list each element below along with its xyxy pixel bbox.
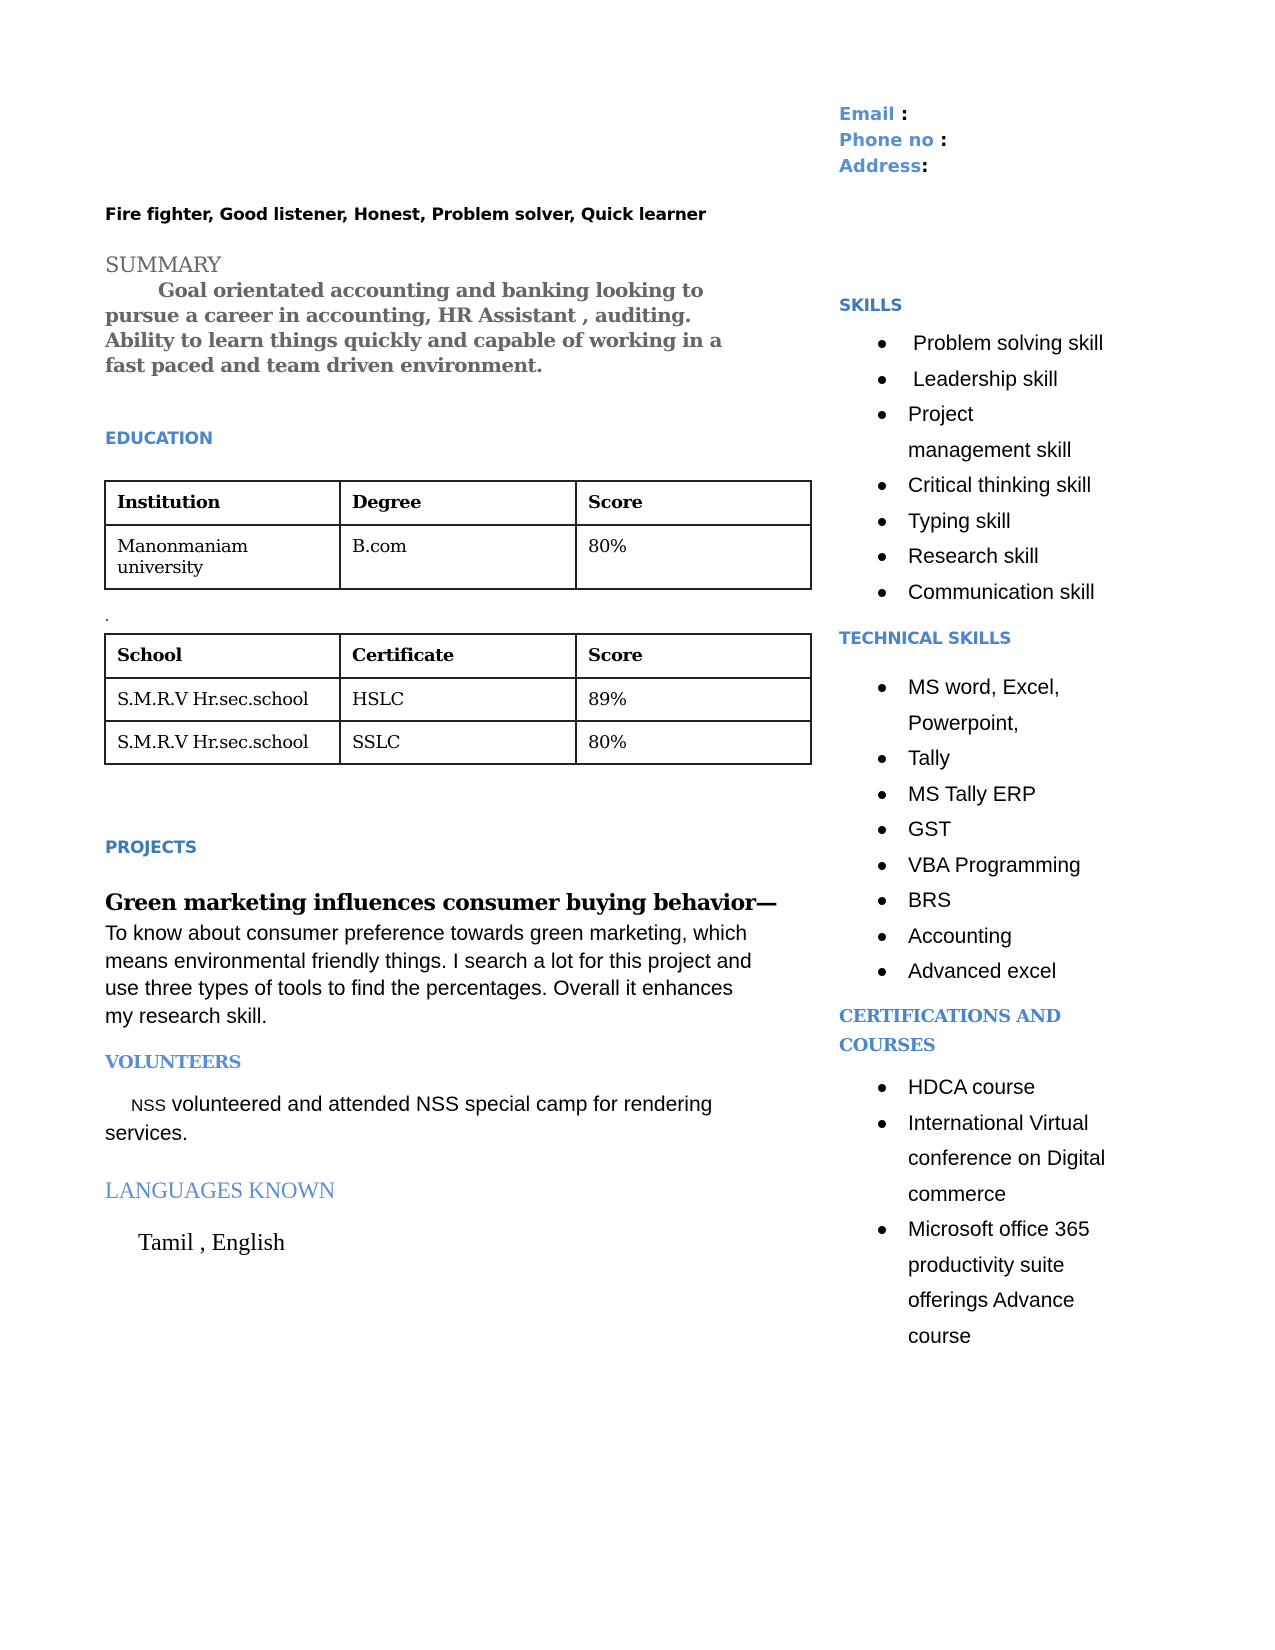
volunteers-text: NSS volunteered and attended NSS special camp for rendering services. xyxy=(105,1093,713,1145)
cell-certificate: SSLC xyxy=(340,721,576,764)
cell-score: 80% xyxy=(576,721,811,764)
header-score: Score xyxy=(576,634,811,678)
cell-school: S.M.R.V Hr.sec.school xyxy=(105,678,340,721)
list-item: BRS xyxy=(908,889,952,912)
cell-school: S.M.R.V Hr.sec.school xyxy=(105,721,340,764)
list-item: Tally xyxy=(908,747,951,770)
list-item: Microsoft office 365 productivity suite offerings Advance course xyxy=(908,1218,1090,1348)
list-item: Communication skill xyxy=(908,580,1095,604)
email-row: Email : xyxy=(839,104,909,125)
header-score: Score xyxy=(576,481,811,525)
address-label: Address xyxy=(839,156,922,177)
table-header-row xyxy=(105,634,811,678)
list-item: Advanced excel xyxy=(908,960,1057,983)
contact-block xyxy=(839,102,947,180)
list-item: MS Tally ERP xyxy=(908,782,1036,806)
traits-line: Fire fighter, Good listener, Honest, Problem solver, Quick learner xyxy=(105,205,706,225)
list-item: VBA Programming xyxy=(908,853,1081,877)
summary-text: Goal orientated accounting and banking looking to pursue a career in accounting, HR Assistant , auditing. Ability to learn things quickly and capable of working in a fast paced and team driven environment. xyxy=(105,278,722,377)
education-heading: EDUCATION xyxy=(105,429,213,449)
skills-list xyxy=(870,326,1130,610)
languages-text: Tamil , English xyxy=(138,1230,285,1256)
summary-heading: SUMMARY xyxy=(105,253,221,277)
list-item: Typing skill xyxy=(908,509,1011,533)
header-institution: Institution xyxy=(105,481,340,525)
cell-institution: Manonmaniam university xyxy=(105,525,340,589)
cell-degree: B.com xyxy=(340,525,576,589)
certifications-list xyxy=(870,1070,1110,1354)
address-row: Address: xyxy=(839,156,929,177)
phone-label: Phone no xyxy=(839,130,934,151)
technical-skills-heading: TECHNICAL SKILLS xyxy=(839,629,1012,649)
certifications-heading: CERTIFICATIONS AND COURSES xyxy=(839,1006,1061,1056)
header-degree: Degree xyxy=(340,481,576,525)
cell-certificate: HSLC xyxy=(340,678,576,721)
project-description: To know about consumer preference towards green marketing, which means environmental friendly things. I search a lot for this project and use three types of tools to find the percentages. Overall it enhances my research skill. xyxy=(105,922,752,1028)
phone-row: Phone no : xyxy=(839,130,948,151)
skills-heading: SKILLS xyxy=(839,296,903,316)
cell-score: 80% xyxy=(576,525,811,589)
list-item: Problem solving skill xyxy=(913,332,1104,355)
list-item: Research skill xyxy=(908,545,1039,568)
list-item: HDCA course xyxy=(908,1076,1036,1099)
list-item: MS word, Excel, Powerpoint, xyxy=(908,676,1060,735)
education-table-school xyxy=(104,633,812,765)
table-row xyxy=(105,678,811,721)
education-table-university xyxy=(104,480,812,590)
list-item: GST xyxy=(908,818,952,841)
email-label: Email xyxy=(839,104,895,125)
projects-heading: PROJECTS xyxy=(105,838,197,858)
list-item: Leadership skill xyxy=(913,367,1058,391)
table-row xyxy=(105,525,811,589)
cell-score: 89% xyxy=(576,678,811,721)
languages-heading: LANGUAGES KNOWN xyxy=(105,1178,335,1203)
list-item: International Virtual conference on Digital commerce xyxy=(908,1111,1106,1206)
list-item: Accounting xyxy=(908,924,1012,948)
volunteers-heading: VOLUNTEERS xyxy=(105,1052,241,1073)
header-certificate: Certificate xyxy=(340,634,576,678)
table-header-row xyxy=(105,481,811,525)
list-item: Critical thinking skill xyxy=(908,474,1092,497)
header-school: School xyxy=(105,634,340,678)
project-title: Green marketing influences consumer buying behavior— xyxy=(105,890,777,916)
list-item: Project management skill xyxy=(908,403,1072,462)
table-row xyxy=(105,721,811,764)
separator-dot: . xyxy=(105,608,109,625)
technical-skills-list xyxy=(870,670,1090,990)
